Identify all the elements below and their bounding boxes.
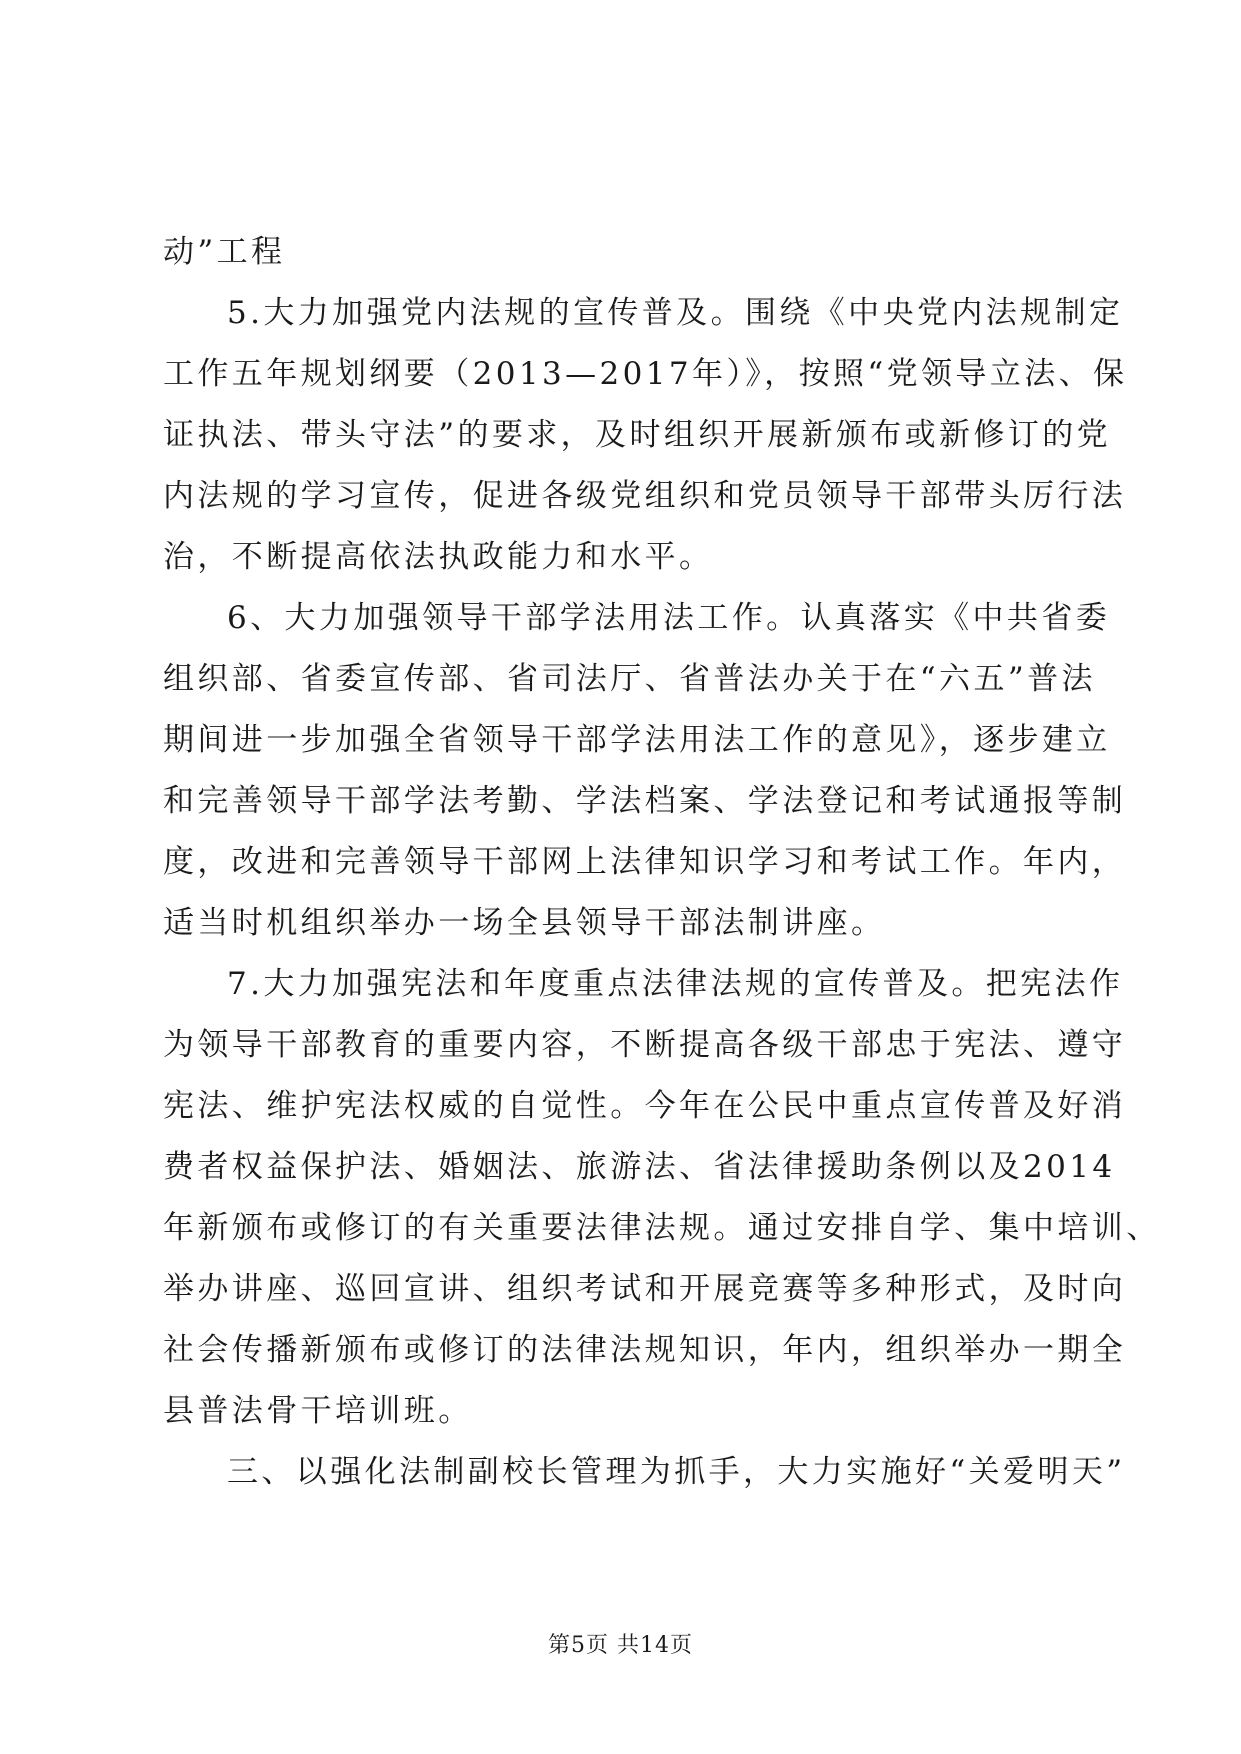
text-line: 7.大力加强宪法和年度重点法律法规的宣传普及。把宪法作 — [227, 966, 1124, 1002]
text-line: 社会传播新颁布或修订的法律法规知识，年内，组织举办一期全 — [163, 1332, 1127, 1368]
text-line: 为领导干部教育的重要内容，不断提高各级干部忠于宪法、遵守 — [163, 1027, 1127, 1063]
text-line: 期间进一步加强全省领导干部学法用法工作的意见》，逐步建立 — [163, 722, 1111, 758]
text-line: 治，不断提高依法执政能力和水平。 — [163, 539, 714, 575]
text-line: 宪法、维护宪法权威的自觉性。今年在公民中重点宣传普及好消 — [163, 1088, 1127, 1124]
text-line: 动”工程 — [163, 234, 286, 270]
text-line: 证执法、带头守法”的要求，及时组织开展新颁布或新修订的党 — [163, 417, 1112, 453]
text-line: 内法规的学习宣传，促进各级党组织和党员领导干部带头厉行法 — [163, 478, 1127, 514]
page-number-footer: 第5页 共14页 — [548, 1633, 693, 1658]
body-text — [163, 222, 1161, 1503]
text-line: 举办讲座、巡回宣讲、组织考试和开展竞赛等多种形式，及时向 — [163, 1271, 1127, 1307]
text-line: 组织部、省委宣传部、省司法厅、省普法办关于在“六五”普法 — [163, 661, 1096, 697]
text-line: 度，改进和完善领导干部网上法律知识学习和考试工作。年内， — [163, 844, 1127, 880]
text-line: 费者权益保护法、婚姻法、旅游法、省法律援助条例以及2014 — [163, 1149, 1116, 1185]
text-line: 适当时机组织举办一场全县领导干部法制讲座。 — [163, 905, 886, 941]
text-line: 县普法骨干培训班。 — [163, 1393, 473, 1429]
text-line: 三、以强化法制副校长管理为抓手，大力实施好“关爱明天” — [227, 1454, 1126, 1490]
text-line: 5.大力加强党内法规的宣传普及。围绕《中央党内法规制定 — [227, 295, 1124, 331]
text-line: 和完善领导干部学法考勤、学法档案、学法登记和考试通报等制 — [163, 783, 1127, 819]
text-line: 6、大力加强领导干部学法用法工作。认真落实《中共省委 — [227, 600, 1111, 636]
text-line: 年新颁布或修订的有关重要法律法规。通过安排自学、集中培训、 — [163, 1210, 1161, 1246]
text-line: 工作五年规划纲要（2013—2017年）》，按照“党领导立法、保 — [163, 356, 1128, 392]
